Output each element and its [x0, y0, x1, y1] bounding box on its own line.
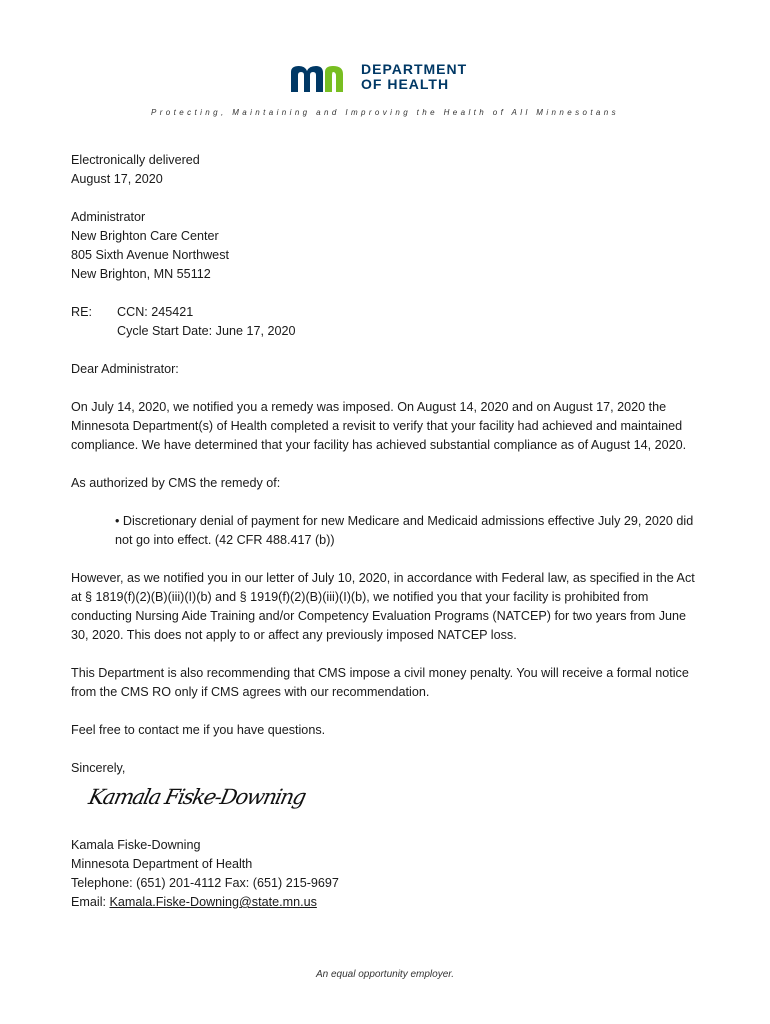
footer-text: An equal opportunity employer. [315, 969, 455, 980]
re-ccn: CCN: 245421 [117, 305, 194, 319]
remedy-bullet: • Discretionary denial of payment for new Medicare and Medicaid admissions effective July 29, 2020 did not go into effect. (42 CFR 488.417 (b)) [115, 514, 694, 547]
letter-date: August 17, 2020 [71, 172, 163, 186]
email-label: Email: [71, 895, 110, 909]
recipient-line: 805 Sixth Avenue Northwest [71, 248, 229, 262]
re-label: RE: [71, 305, 92, 319]
email-link[interactable]: Kamala.Fiske-Downing@state.mn.us [109, 895, 317, 909]
logo-line-2: OF HEALTH [361, 76, 450, 92]
delivery-method: Electronically delivered [71, 153, 200, 167]
signature-image [71, 785, 701, 832]
re-block [71, 303, 701, 341]
paragraph-natcep: However, as we notified you in our letter of July 10, 2020, in accordance with Federal law, as specified in the Act at § 1819(f)(2)(B)(iii)(I)(b) and § 1919(f)(2)(B)(iii)(I)(b), we notified you that your facility is prohibited from conducting Nursing Aide Training and/or Competency Evaluation Programs (NATCEP) for two years from June 30, 2020. This does not apply to or affect any previously imposed NATCEP loss. [71, 571, 695, 642]
tagline: Protecting, Maintaining and Improving the Health of All Minnesotans [150, 108, 620, 117]
paragraph-contact: Feel free to contact me if you have questions. [71, 723, 326, 737]
recipient-line: Administrator [71, 210, 146, 224]
logo-line-1: DEPARTMENT [361, 61, 468, 77]
recipient-line: New Brighton, MN 55112 [71, 267, 211, 281]
signer-organization: Minnesota Department of Health [71, 857, 253, 871]
paragraph-penalty: This Department is also recommending that CMS impose a civil money penalty. You will receive a formal notice from the CMS RO only if CMS agrees with our recommendation. [71, 666, 689, 699]
signature-script: Kamala Fiske-Downing [86, 785, 308, 809]
recipient-address [71, 208, 701, 284]
mn-logo-icon [289, 64, 353, 94]
signer-telephone: Telephone: (651) 201-4112 Fax: (651) 215-9697 [71, 876, 339, 890]
paragraph-authorized: As authorized by CMS the remedy of: [71, 476, 281, 490]
recipient-line: New Brighton Care Center [71, 229, 219, 243]
signer-name: Kamala Fiske-Downing [71, 838, 201, 852]
letter-body [71, 151, 701, 912]
logo-text [361, 62, 467, 92]
paragraph-remedy: On July 14, 2020, we notified you a remedy was imposed. On August 14, 2020 and on August 17, 2020 the Minnesota Department(s) of Health completed a revisit to verify that your facility had achieved and maintained compliance. We have determined that your facility has achieved substantial compliance as of August 14, 2020. [71, 400, 687, 452]
mdh-logo [289, 62, 485, 98]
signer-email-line [71, 893, 701, 912]
salutation: Dear Administrator: [71, 362, 179, 376]
closing: Sincerely, [71, 761, 126, 775]
re-cycle-date: Cycle Start Date: June 17, 2020 [117, 324, 296, 338]
